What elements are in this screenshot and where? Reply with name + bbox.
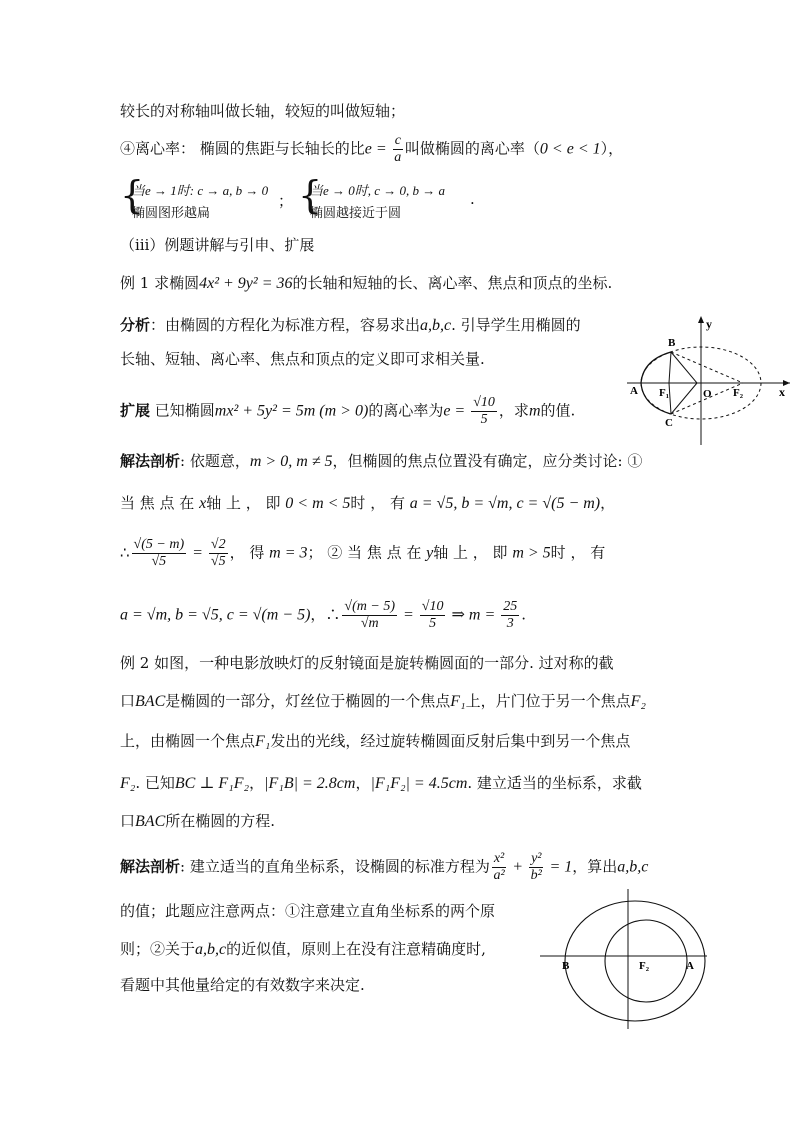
solution-1-line-4: a = √m, b = √5, c = √(m − 5)，∴ $\frac{√(m - 5)}{√m}$ = $\frac{√10}{5}$ ⇒ m = $\frac{25}{3}$ . [120,599,527,631]
label-x: x [779,385,785,399]
fraction-y2-over-b2: $\frac{\text{y²}}{\text{b²}}$ [530,851,542,883]
solution-2-line-1: 解法剖析: 建立适当的直角坐标系，设椭圆的标准方程为 $\frac{\text{x²}}{\text{a²}}$ + $\frac{\text{y²}}{\text{b²}}$ = 1，算出a,b,c [120,851,649,883]
label-b: B [668,337,676,349]
ray-f1-b [669,352,671,383]
solution-1-line-3: ∴ $\frac{√(5 - m)}{√5}$ = $\frac{√2}{√5}$ ， 得 m = 3； ② 当 焦 点 在 y轴 上 ， 即 m > 5时 ， 有 [120,537,606,569]
solution-1-line-2: 当 焦 点 在 x轴 上 ， 即 0 < m < 5时 ， 有 a = √5, b = √m, c = √(5 − m)， [120,494,616,512]
figure-ellipse-circle [535,885,710,1035]
label-b-2: B [562,960,570,972]
example-2-line-4: F₂. 已知BC ⊥ F₁F₂，|F₁B| = 2.8cm，|F₁F₂| = 4.5cm. 建立适当的坐标系，求截 [120,774,642,792]
fraction-c-over-a: $\frac{c}{a}$ [394,133,402,165]
example-2-line-1: 例 2 如图，一种电影放映灯的反射镜面是旋转椭圆面的一部分. 过对称的截 [120,654,614,672]
ray-b-f2 [671,352,743,383]
analysis-line-1: 分析：由椭圆的方程化为标准方程，容易求出a,b,c. 引导学生用椭圆的 [120,316,581,334]
fraction-sqrt2-over-sqrt5: $\frac{√2}{√5}$ [210,537,226,569]
ray-b-c-right [671,352,697,383]
example-2-line-5: 口BAC所在椭圆的方程. [120,812,276,830]
label-o: O [703,388,712,400]
extension-line: 扩展 已知椭圆mx² + 5y² = 5m (m > 0)的离心率为e = $\frac{√10}{5}$ ，求m的值. [120,395,576,427]
solution-2-line-4: 看题中其他量给定的有效数字来决定. [120,976,365,994]
section-heading-examples: （ⅲ）例题讲解与引申、扩展 [120,236,315,254]
example-2-line-2: 口BAC是椭圆的一部分，灯丝位于椭圆的一个焦点F₁上，片门位于另一个焦点F₂ [120,692,646,710]
figure-ellipse-reflector [625,312,794,447]
fraction-x2-over-a2: $\frac{\text{x²}}{\text{a²}}$ [493,851,505,883]
label-a-2: A [686,960,694,972]
label-a: A [630,385,638,397]
solution-2-line-2: 的值；此题应注意两点：①注意建立直角坐标系的两个原 [120,902,496,920]
fraction-sqrtm5-over-sqrtm: $\frac{√(m - 5)}{√m}$ [344,599,395,631]
fraction-sqrt5m-over-sqrt5: $\frac{√(5 - m)}{√5}$ [133,537,185,569]
left-brace-1: { [120,173,145,217]
solution-2-line-3: 则；②关于a,b,c的近似值，原则上在没有注意精确度时, [120,940,486,958]
label-c: C [665,417,673,429]
y-axis-arrow-icon [698,316,704,323]
fraction-sqrt10-over-5-b: $\frac{√10}{5}$ [421,599,444,631]
cases-block: { 当e → 1时: c → a, b → 0 椭圆图形越扁 ； { 当e → 0时, c → 0, b → a 椭圆越接近于圆 . [120,173,475,221]
text-line-1: 较长的对称轴叫做长轴，较短的叫做短轴； [120,102,406,120]
label-f1: F₁ [659,387,670,399]
left-brace-2: { [298,173,323,217]
outer-ellipse [565,901,705,1021]
label-f2-2: F₂ [639,960,650,972]
ray-f1-c [669,383,671,414]
ray-c-b-right [671,383,697,414]
example-1: 例 1 求椭圆4x² + 9y² = 36的长轴和短轴的长、离心率、焦点和顶点的坐标. [120,274,613,292]
label-y: y [706,317,712,331]
fraction-25-over-3: $\frac{25}{3}$ [503,599,518,631]
analysis-line-2: 长轴、短轴、离心率、焦点和顶点的定义即可求相关量. [120,350,485,368]
solution-1-line-1: 解法剖析: 依题意，m > 0, m ≠ 5，但椭圆的焦点位置没有确定，应分类讨论: ① [120,452,643,470]
example-2-line-3: 上，由椭圆一个焦点F₁发出的光线，经过旋转椭圆面反射后集中到另一个焦点 [120,732,631,750]
fraction-sqrt10-over-5: $\frac{√10}{5}$ [473,395,495,427]
label-f2: F₂ [733,387,744,399]
text-line-eccentricity: ④离心率： 椭圆的焦距与长轴长的比e = $\frac{c}{a}$ 叫做椭圆的离心率（0 < e < 1）， [120,133,624,165]
